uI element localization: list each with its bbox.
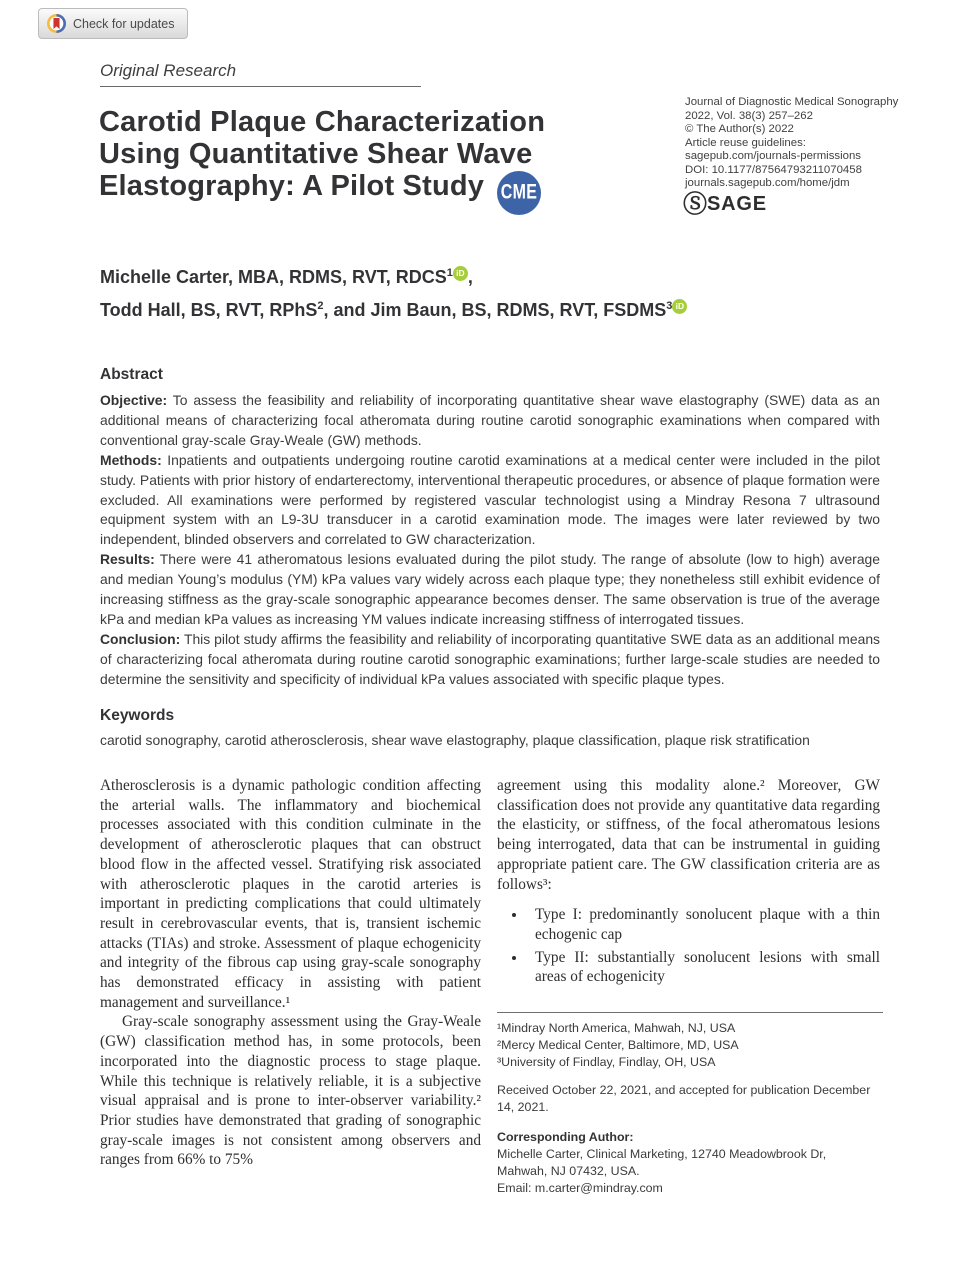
title-line-1: Carotid Plaque Characterization [99, 106, 546, 138]
abstract-objective-label: Objective: [100, 392, 168, 408]
sage-logo-word: SAGE [707, 193, 767, 215]
keywords-section [100, 707, 880, 748]
author-2-affiliation-sup: 2 [317, 300, 324, 312]
keywords-text: carotid sonography, carotid atherosclerosis, shear wave elastography, plaque classification, plaque risk stratification [100, 732, 810, 748]
author-3-name: , and Jim Baun, BS, RDMS, RVT, FSDMS [323, 300, 667, 320]
journal-name: Journal of Diagnostic Medical Sonography [685, 96, 899, 108]
affiliation-2: ²Mercy Medical Center, Baltimore, MD, USA [497, 1038, 739, 1052]
author-3-affiliation-sup: 3 [666, 300, 673, 312]
sage-logo-circle: Ⓢ [683, 190, 707, 218]
check-for-updates-button[interactable] [38, 8, 188, 39]
author-1-affiliation-sup: 1 [446, 267, 453, 279]
received-dates: Received October 22, 2021, and accepted for publication December 14, 2021. [497, 1083, 871, 1114]
abstract-results-text: There were 41 atheromatous lesions evaluated during the pilot study. The range of absolute (low to high) average and median Young’s modulus (YM) kPa values vary widely across each plaque type; they nonetheless still exhibit evidence of increasing stiffness as the gray-scale sonographic appearance becomes denser. The same observation is true of the average kPa and median kPa values as increasing YM values indicate increasing stiffness of interrogated tissues. [100, 551, 880, 627]
journal-volume: 2022, Vol. 38(3) 257–262 [685, 109, 813, 122]
footnotes-block [497, 1012, 883, 1197]
author-1-separator: , [467, 267, 473, 287]
corresponding-author-email[interactable]: Email: m.carter@mindray.com [497, 1181, 663, 1195]
title-line-2: Using Quantitative Shear Wave [99, 138, 533, 170]
author-2-name: Todd Hall, BS, RVT, RPhS [100, 300, 318, 320]
left-column [100, 776, 481, 1170]
cme-label: CME [500, 180, 538, 204]
abstract-objective-text: To assess the feasibility and reliability of incorporating quantitative shear wave elastography (SWE) data as an additional means of characterizing focal atheromata during routine carotid sonographic examinations when compared with conventional gray-scale Gray-Weale (GW) methods. [100, 392, 880, 448]
author-1-name: Michelle Carter, MBA, RDMS, RVT, RDCS [100, 267, 447, 287]
author-line-1 [100, 259, 687, 292]
body-paragraph: agreement using this modality alone.² Moreover, GW classification does not provide any quantitative data regarding the elasticity, or stiffness, of the focal atheromatous lesions being interrogated, data that can be instrumental in guiding appropriate patient care. The GW classification criteria are as follows³: [497, 777, 880, 893]
body-paragraph: Atherosclerosis is a dynamic pathologic condition affecting the arterial walls. The inflammatory and biochemical processes associated with this condition culminate in the development of atherosclerotic plaques that can obstruct blood flow in the affected vessel. Stratifying risk associated with atherosclerotic plaques in the carotid arteries is important in predicting complications that could ultimately result in cerebrovascular events, that is, transient ischemic attacks (TIAs) and stroke. Assessment of plaque echogenicity and integrity of the fibrous cap using gray-scale sonography has demonstrated efficacy in assisting with patient management and surveillance.¹ [100, 777, 481, 1011]
abstract-results [100, 550, 880, 630]
corresponding-author-block [497, 1129, 883, 1197]
author-list [100, 259, 687, 325]
section-label: Original Research [100, 61, 237, 80]
journal-copyright: © The Author(s) 2022 [685, 123, 794, 135]
section-rule [100, 86, 421, 87]
affiliation-1: ¹Mindray North America, Mahwah, NJ, USA [497, 1021, 736, 1035]
affiliation-3: ³University of Findlay, Findlay, OH, USA [497, 1055, 716, 1069]
corresponding-author-heading: Corresponding Author: [497, 1130, 634, 1144]
right-column [497, 776, 880, 990]
abstract-conclusion [100, 630, 880, 690]
corresponding-author-address-1: Michelle Carter, Clinical Marketing, 12740 Meadowbrook Dr, [497, 1147, 827, 1161]
cme-icon[interactable] [497, 171, 541, 215]
abstract-results-label: Results: [100, 551, 155, 568]
journal-reuse-line: Article reuse guidelines: [685, 136, 806, 149]
abstract-conclusion-text: This pilot study affirms the feasibility and reliability of incorporating quantitative SWE data as an additional means of characterizing focal atheromata during routine carotid sonographic examinations; further large-scale studies are needed to determine the sensitivity and specificity of individual kPa values associated with specific plaque types. [100, 630, 880, 687]
corresponding-author-address-2: Mahwah, NJ 07432, USA. [497, 1164, 640, 1178]
abstract-methods-label: Methods: [100, 451, 162, 468]
gw-criteria-list [527, 905, 880, 987]
journal-info [685, 96, 898, 191]
keywords-heading: Keywords [100, 707, 175, 724]
journal-permissions-link[interactable]: sagepub.com/journals-permissions [685, 150, 862, 162]
body-paragraph: Gray-scale sonography assessment using the Gray-Weale (GW) classification method has, in some protocols, been incorporated into the diagnostic process to stage plaque. While this technique is relatively reliable, it is a subjective visual appraisal and is prone to inter-observer variability.² Prior studies have demonstrated that grading of sonographic gray-scale images is not consistent among observers and ranges from 66% to 75% [100, 1013, 481, 1169]
orcid-icon[interactable]: iD [453, 266, 468, 281]
journal-home-link[interactable]: journals.sagepub.com/home/jdm [685, 177, 850, 189]
abstract-methods [100, 451, 880, 551]
journal-doi: DOI: 10.1177/87564793211070458 [685, 163, 862, 176]
abstract-section [100, 366, 880, 690]
list-item: • Type I: predominantly sonolucent plaque with a thin echogenic cap [527, 905, 880, 944]
list-item: • Type II: substantially sonolucent lesions with small areas of echogenicity [527, 948, 880, 987]
check-for-updates-label: Check for updates [73, 16, 175, 31]
title-line-3: Elastography: A Pilot Study [99, 170, 485, 202]
abstract-heading: Abstract [100, 366, 163, 383]
page-title [99, 106, 659, 202]
abstract-methods-text: Inpatients and outpatients undergoing routine carotid examinations at a medical center were included in the pilot study. Patients with prior history of endarterectomy, interventional therapeutic procedures, or absence of plaque formation were excluded. All examinations were performed by registered vascular technologist using a Mindray Resona 7 ultrasound equipment system with an L9-3U transducer in a carotid examination mode. The images were later reviewed by two independent, blinded observers and correlated to GW characterization. [100, 451, 880, 548]
abstract-conclusion-label: Conclusion: [100, 630, 181, 647]
footnote-rule [497, 1012, 883, 1013]
sage-logo [683, 190, 767, 218]
orcid-icon[interactable]: iD [672, 299, 687, 314]
abstract-objective [100, 391, 880, 451]
author-line-2 [100, 292, 687, 325]
crossmark-icon [47, 14, 66, 33]
